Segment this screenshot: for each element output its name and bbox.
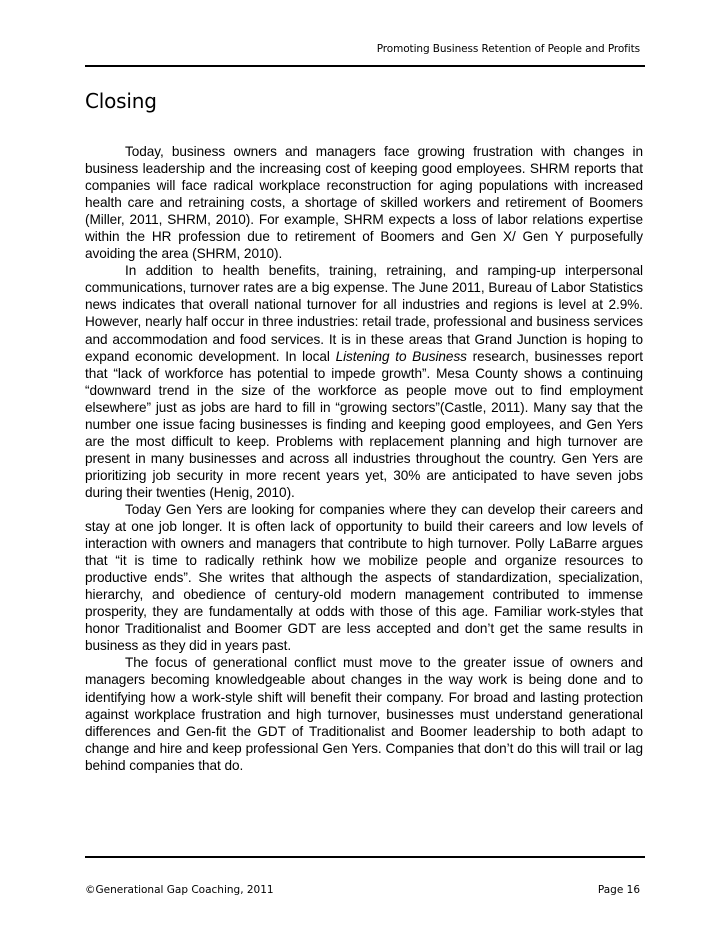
- section-title: Closing: [85, 89, 157, 113]
- paragraph-4: The focus of generational conflict must move to the greater issue of owners and managers becoming knowledgeable about changes in the way work is being done and to identifying how a work-style shift will benefit their company. For broad and lasting protection against workplace frustration and high turnover, businesses must understand generational differences and Gen-fit the GDT of Traditionalist and Boomer leadership to both adapt to change and hire and keep professional Gen Yers. Companies that don’t do this will trail or lag behind companies that do.: [85, 655, 643, 773]
- paragraph-2: [85, 262, 643, 501]
- running-header: Promoting Business Retention of People and Profits: [376, 43, 640, 55]
- footer-copyright: ©Generational Gap Coaching, 2011: [85, 884, 274, 896]
- report-title-italic: Listening to Business: [335, 348, 467, 364]
- paragraph-1: Today, business owners and managers face growing frustration with changes in business leadership and the increasing cost of keeping good employees. SHRM reports that companies will face radical workplace reconstruction for aging populations with increased health care and retraining costs, a shortage of skilled workers and retirement of Boomers (Miller, 2011, SHRM, 2010). For example, SHRM expects a loss of labor relations expertise within the HR profession due to retirement of Boomers and Gen X/ Gen Y purposefully avoiding the area (SHRM, 2010).: [85, 144, 643, 262]
- paragraph-2-text-b: research, businesses report that “lack of workforce has potential to impede growth”. Mesa County shows a continuing “downward trend in the size of the workforce as people move out to find employment elsewhere” just as jobs are hard to fill in “growing sectors”(Castle, 2011). Many say that the number one issue facing businesses is finding and keeping good employees, and Gen Yers are the most difficult to keep. Problems with replacement planning and high turnover are present in many businesses and across all industries throughout the country. Gen Yers are prioritizing job security in more recent years yet, 30% are anticipated to have seven jobs during their twenties (Henig, 2010).: [85, 348, 643, 500]
- body-text: [85, 143, 643, 774]
- header-divider: [85, 65, 645, 67]
- footer-divider: [85, 856, 645, 858]
- paragraph-2-text-a: In addition to health benefits, training, retraining, and ramping-up interpersonal communications, turnover rates are a big expense. The June 2011, Bureau of Labor Statistics news indicates that overall national turnover for all industries and regions is level at 2.9%. However, nearly half occur in three industries: retail trade, professional and business services and accommodation and food services. It is in these areas that Grand Junction is hoping to expand economic development. In local: [85, 263, 643, 364]
- paragraph-3: Today Gen Yers are looking for companies where they can develop their careers and stay at one job longer. It is often lack of opportunity to build their careers and low levels of interaction with owners and managers that contribute to high turnover. Polly LaBarre argues that “it is time to radically rethink how we mobilize people and organize resources to productive ends”. She writes that although the aspects of standardization, specialization, hierarchy, and obedience of century-old modern management contributed to immense prosperity, they are fundamentally at odds with those of this age. Familiar work-styles that honor Traditionalist and Boomer GDT are less accepted and don’t get the same results in business as they did in years past.: [85, 501, 643, 654]
- page-number: Page 16: [597, 884, 640, 896]
